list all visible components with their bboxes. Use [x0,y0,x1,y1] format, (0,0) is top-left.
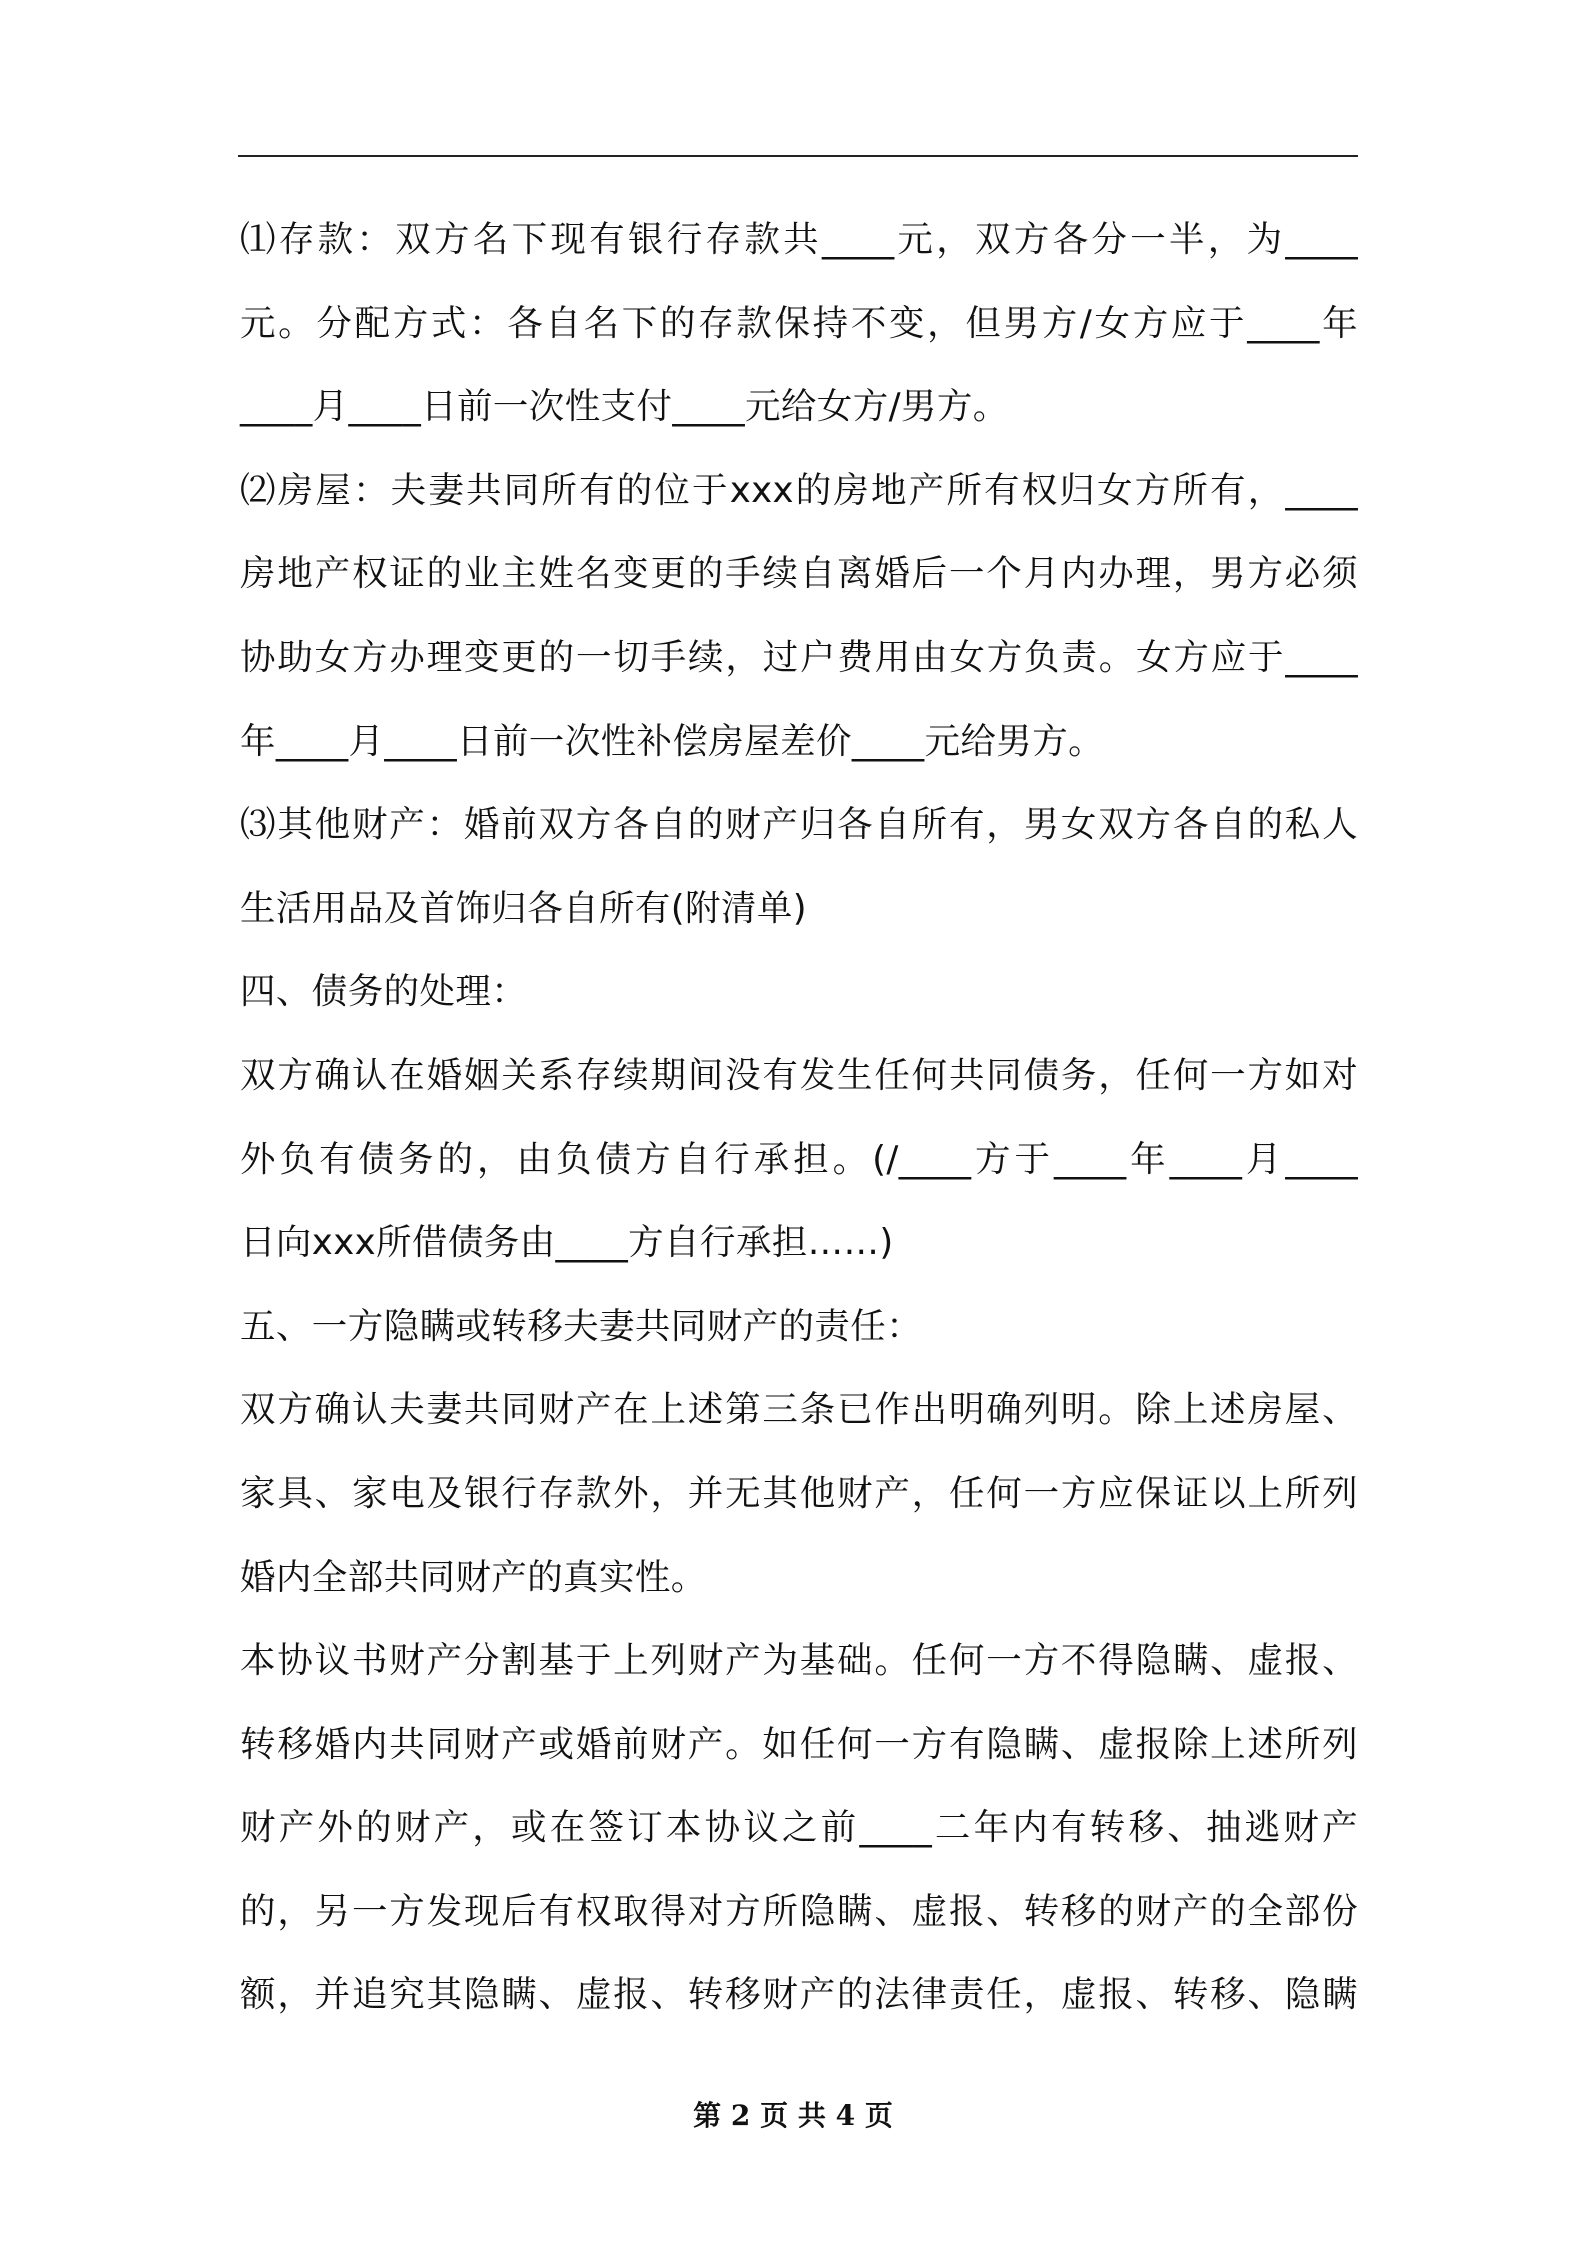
text-line: 外负有债务的，由负债方自行承担。(/____方于____年____月____ [240,1138,1358,1180]
text-line: 房地产权证的业主姓名变更的手续自离婚后一个月内办理，男方必须 [240,553,1358,595]
text-line: ⑴存款：双方名下现有银行存款共____元，双方各分一半，为____ [240,219,1358,260]
text-line: 双方确认夫妻共同财产在上述第三条已作出明确列明。除上述房屋、 [240,1389,1358,1431]
text-line: 财产外的财产，或在签订本协议之前____二年内有转移、抽逃财产 [240,1807,1358,1849]
text-line: ____月____日前一次性支付____元给女方/男方。 [240,386,1009,428]
text-line: 双方确认在婚姻关系存续期间没有发生任何共同债务，任何一方如对 [240,1054,1358,1096]
document-body [240,198,1358,2037]
text-line: 协助女方办理变更的一切手续，过户费用由女方负责。女方应于____ [240,636,1358,678]
text-line: 生活用品及首饰归各自所有(附清单) [240,887,808,929]
text-line: 的，另一方发现后有权取得对方所隐瞒、虚报、转移的财产的全部份 [240,1890,1358,1932]
text-line: 婚内全部共同财产的真实性。 [240,1556,707,1598]
text-line: 年____月____日前一次性补偿房屋差价____元给男方。 [240,720,1105,762]
text-line: ⑵房屋：夫妻共同所有的位于xxx的房地产所有权归女方所有，____ [240,469,1358,511]
text-line: 元。分配方式：各自名下的存款保持不变，但男方/女方应于____年 [240,302,1358,344]
page-number: 第 2 页 共 4 页 [693,2099,893,2132]
text-line: 额，并追究其隐瞒、虚报、转移财产的法律责任，虚报、转移、隐瞒 [240,1974,1358,2016]
section-heading: 四、债务的处理： [240,971,528,1013]
text-line: 家具、家电及银行存款外，并无其他财产，任何一方应保证以上所列 [240,1472,1358,1514]
header-rule [238,155,1358,157]
section-heading: 五、一方隐瞒或转移夫妻共同财产的责任： [240,1305,923,1347]
text-line: 转移婚内共同财产或婚前财产。如任何一方有隐瞒、虚报除上述所列 [240,1723,1358,1765]
text-line: 本协议书财产分割基于上列财产为基础。任何一方不得隐瞒、虚报、 [240,1640,1358,1682]
text-line: 日向xxx所借债务由____方自行承担……) [240,1222,894,1264]
text-line: ⑶其他财产：婚前双方各自的财产归各自所有，男女双方各自的私人 [240,804,1358,846]
